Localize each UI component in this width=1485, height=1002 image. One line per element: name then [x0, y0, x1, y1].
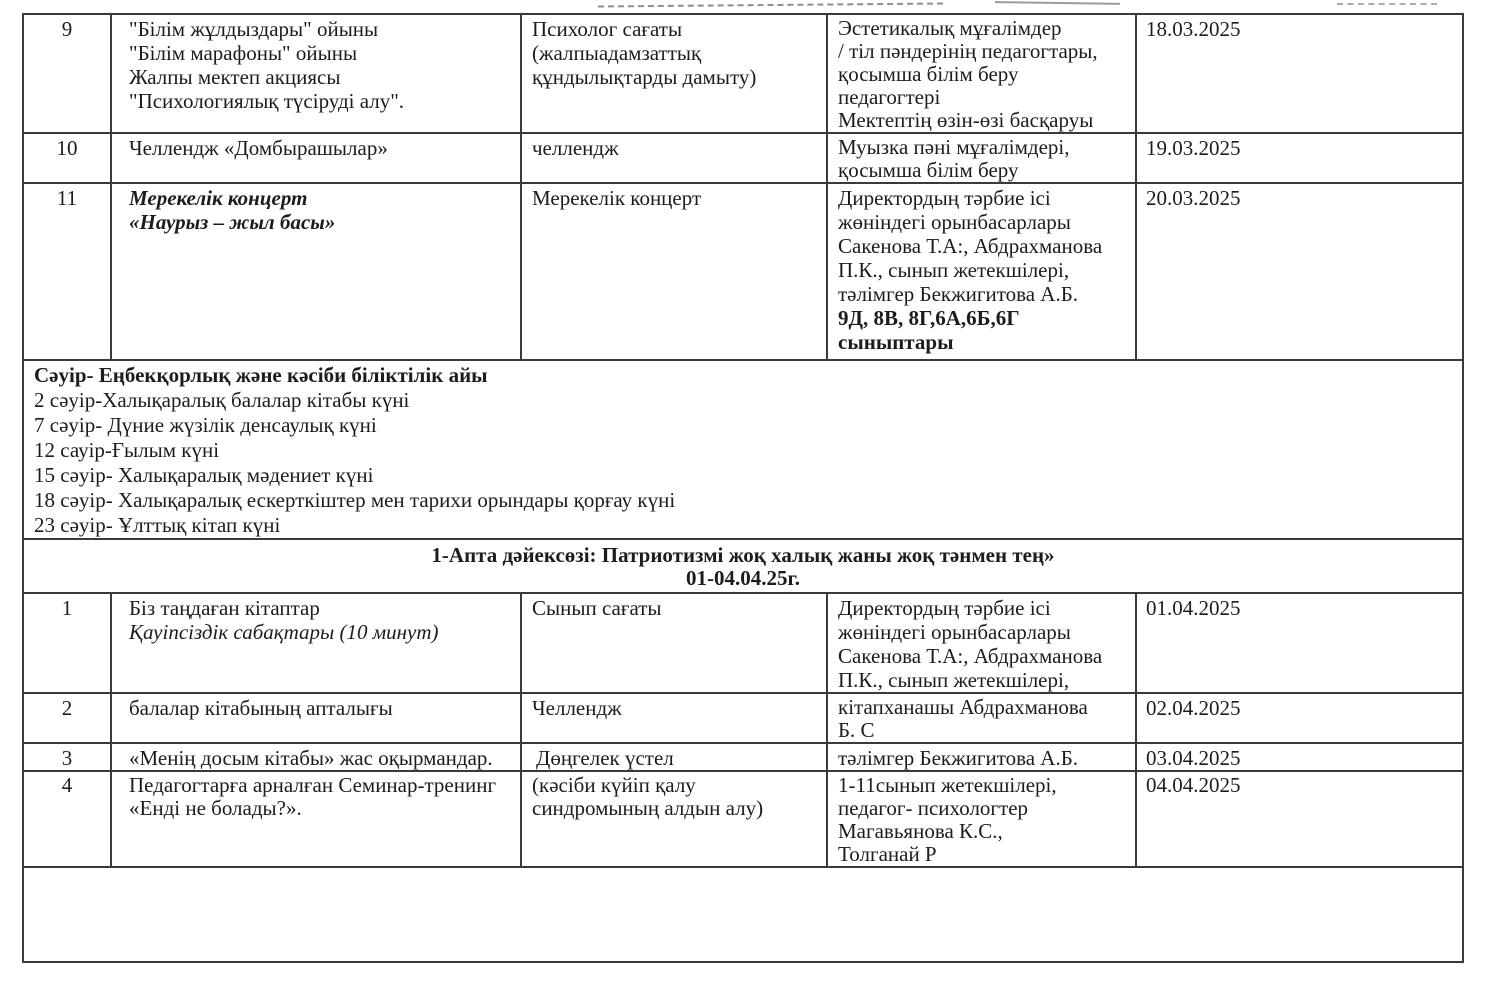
text-line: қосымша білім беру — [838, 158, 1019, 182]
text-line: Челлендж «Домбырашылар» — [129, 136, 388, 160]
row-number: 1 — [61, 596, 73, 620]
text-line: Директордың тәрбие ісі — [838, 596, 1051, 620]
week-dates-line: 01-04.04.25г. — [686, 566, 800, 590]
text-line: Сынып сағаты — [532, 596, 662, 620]
text-line: Психолог сағаты — [532, 17, 683, 41]
text-line: синдромының алдын алу) — [532, 796, 764, 820]
scan-artifact-dashed-line-right — [1337, 3, 1437, 5]
text-line: (жалпыадамзаттық — [532, 41, 702, 65]
text-line: педагогтері — [838, 85, 941, 109]
form-cell — [521, 183, 827, 360]
date-value: 01.04.2025 — [1146, 596, 1241, 620]
row-number-cell — [23, 593, 111, 693]
date-value: 02.04.2025 — [1146, 696, 1241, 720]
event-cell — [111, 743, 521, 771]
text-line: Қауіпсіздік сабақтары (10 минут) — [129, 620, 439, 644]
text-line: Толганай Р — [838, 842, 937, 866]
date-value: 18.03.2025 — [1146, 17, 1241, 41]
date-cell — [1136, 693, 1463, 743]
text-line: / тіл пәндерінің педагогтары, — [838, 39, 1098, 63]
text-line: Б. С — [838, 718, 875, 742]
row-number-cell — [23, 183, 111, 360]
responsible-cell — [827, 14, 1136, 133]
responsible-cell — [827, 693, 1136, 743]
date-cell — [1136, 771, 1463, 867]
table-row-9 — [23, 14, 1463, 133]
row-number-cell — [23, 693, 111, 743]
text-line: (кәсіби күйіп қалу — [532, 773, 696, 797]
date-value: 03.04.2025 — [1146, 746, 1241, 770]
text-line: Муызка пәні мұғалімдері, — [838, 135, 1070, 159]
text-line: Челлендж — [532, 696, 622, 720]
responsible-cell — [827, 771, 1136, 867]
april-date-item: 23 сәуір- Ұлттық кітап күні — [34, 513, 281, 537]
april-section-row — [23, 360, 1463, 539]
text-line: құндылықтарды дамыту) — [532, 65, 757, 89]
text-line: 1-11сынып жетекшілері, — [838, 773, 1057, 797]
table-row-w4 — [23, 771, 1463, 867]
date-value: 19.03.2025 — [1146, 136, 1241, 160]
week-quote-line: 1-Апта дәйексөзі: Патриотизмі жоқ халық жаны жоқ тәнмен тең» — [431, 543, 1055, 567]
row-number-cell — [23, 743, 111, 771]
responsible-cell — [827, 593, 1136, 693]
form-cell — [521, 771, 827, 867]
text-line: «Енді не болады?». — [129, 796, 302, 820]
row-number-cell — [23, 133, 111, 183]
text-line: «Менің досым кітабы» жас оқырмандар. — [129, 746, 493, 770]
date-cell — [1136, 743, 1463, 771]
text-line: 9Д, 8В, 8Г,6А,6Б,6Г — [838, 306, 1020, 330]
date-value: 20.03.2025 — [1146, 186, 1241, 210]
april-date-item: 2 сәуір-Халықаралық балалар кітабы күні — [34, 388, 410, 412]
text-line: Педагогтарға арналған Семинар-тренинг — [129, 773, 497, 797]
event-cell — [111, 133, 521, 183]
table-row-11 — [23, 183, 1463, 360]
text-line: челлендж — [532, 136, 619, 160]
april-date-item: 12 сауір-Ғылым күні — [34, 438, 220, 462]
row-number: 2 — [61, 696, 73, 720]
row-number: 4 — [61, 773, 73, 797]
school-plan-table — [22, 13, 1464, 963]
date-cell — [1136, 593, 1463, 693]
event-cell — [111, 771, 521, 867]
table-row-w1 — [23, 593, 1463, 693]
text-line: тәлімгер Бекжигитова А.Б. — [838, 746, 1079, 770]
text-line: Мерекелік концерт — [532, 186, 702, 210]
row-number: 10 — [56, 136, 78, 160]
row-number: 9 — [61, 17, 73, 41]
text-line: Сакенова Т.А:, Абдрахманова — [838, 234, 1103, 258]
text-line: Магавьянова К.С., — [838, 819, 1003, 843]
form-cell — [521, 743, 827, 771]
text-line: Мектептің өзін-өзі басқаруы — [838, 108, 1094, 132]
text-line: жөніндегі орынбасарлары — [838, 210, 1071, 234]
text-line: Директордың тәрбие ісі — [838, 186, 1051, 210]
text-line: "Психологиялық түсіруді алу". — [129, 89, 405, 113]
text-line: сыныптары — [838, 330, 954, 354]
row-number: 11 — [56, 186, 78, 210]
text-line: П.К., сынып жетекшілері, — [838, 668, 1070, 692]
event-cell — [111, 693, 521, 743]
april-section-title: Сәуір- Еңбекқорлық және кәсіби біліктілік айы — [34, 363, 488, 387]
text-line: «Наурыз – жыл басы» — [129, 210, 336, 234]
text-line: Дөңгелек үстел — [536, 746, 674, 770]
text-line: балалар кітабының апталығы — [129, 696, 393, 720]
date-cell — [1136, 183, 1463, 360]
text-line: Біз таңдаған кітаптар — [129, 596, 320, 620]
form-cell — [521, 133, 827, 183]
form-cell — [521, 693, 827, 743]
week-header-cell — [23, 539, 1463, 593]
form-cell — [521, 593, 827, 693]
text-line: тәлімгер Бекжигитова А.Б. — [838, 282, 1079, 306]
scan-artifact-line — [995, 1, 1120, 5]
event-cell — [111, 183, 521, 360]
week-header-row — [23, 539, 1463, 593]
text-line: жөніндегі орынбасарлары — [838, 620, 1071, 644]
text-line: Жалпы мектеп акциясы — [129, 65, 341, 89]
text-line: педагог- психологтер — [838, 796, 1029, 820]
text-line: "Білім жұлдыздары" ойыны — [129, 17, 379, 41]
date-value: 04.04.2025 — [1146, 773, 1241, 797]
text-line: кітапханашы Абдрахманова — [838, 695, 1088, 719]
responsible-cell — [827, 133, 1136, 183]
april-date-item: 15 сәуір- Халықаралық мәдениет күні — [34, 463, 374, 487]
date-cell — [1136, 14, 1463, 133]
date-cell — [1136, 133, 1463, 183]
scan-artifact-dashed-line — [598, 2, 943, 7]
row-number-cell — [23, 771, 111, 867]
event-cell — [111, 593, 521, 693]
text-line: П.К., сынып жетекшілері, — [838, 258, 1070, 282]
table-row-w2 — [23, 693, 1463, 743]
april-date-item: 18 сәуір- Халықаралық ескерткіштер мен тарихи орындары қорғау күні — [34, 488, 676, 512]
text-line: Мерекелік концерт — [129, 186, 308, 210]
table-row-10 — [23, 133, 1463, 183]
row-number-cell — [23, 14, 111, 133]
april-date-item: 7 сәуір- Дүние жүзілік денсаулық күні — [34, 413, 377, 437]
empty-cell — [23, 867, 1463, 962]
empty-bottom-row — [23, 867, 1463, 962]
text-line: Сакенова Т.А:, Абдрахманова — [838, 644, 1103, 668]
form-cell — [521, 14, 827, 133]
table-row-w3 — [23, 743, 1463, 771]
text-line: "Білім марафоны" ойыны — [129, 41, 358, 65]
responsible-cell — [827, 743, 1136, 771]
event-cell — [111, 14, 521, 133]
april-section-cell — [23, 360, 1463, 539]
row-number: 3 — [61, 746, 73, 770]
text-line: қосымша білім беру — [838, 62, 1019, 86]
responsible-cell — [827, 183, 1136, 360]
text-line: Эстетикалық мұғалімдер — [838, 16, 1062, 40]
